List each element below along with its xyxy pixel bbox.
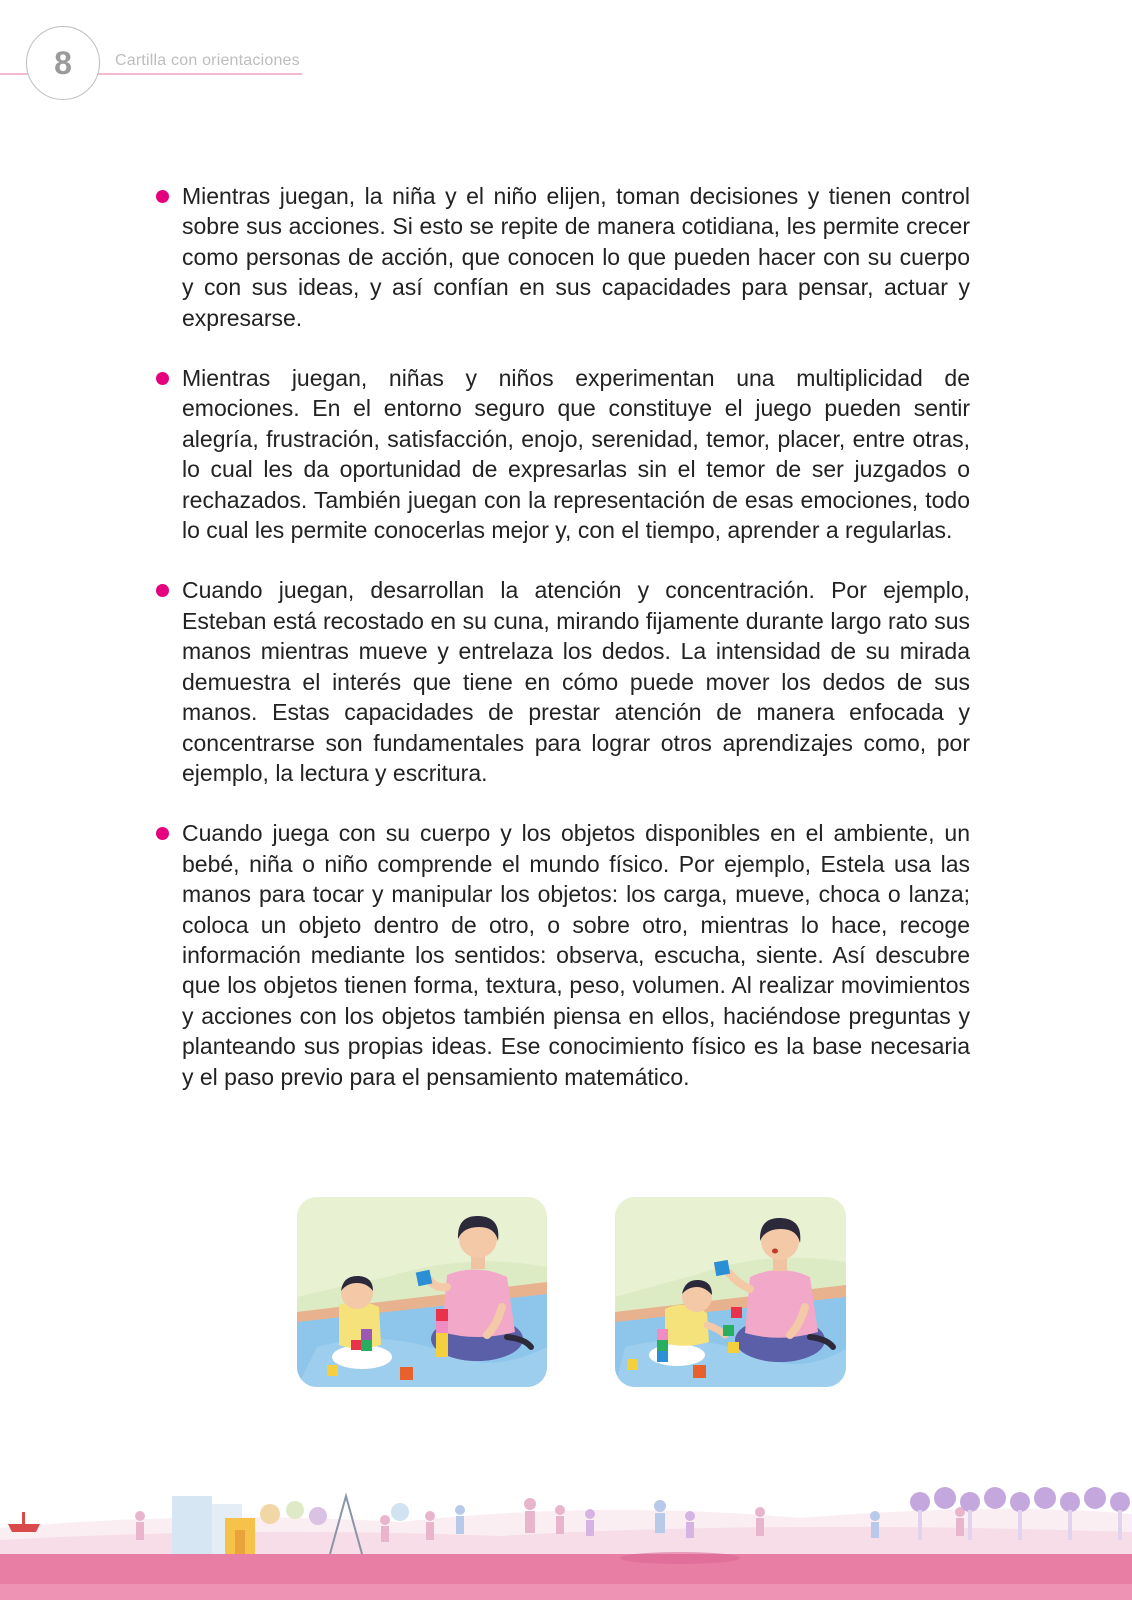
bullet-text: Cuando juega con su cuerpo y los objetos disponibles en el ambiente, un bebé, niña o niño comprende el mundo físico. Por ejemplo, Estela usa las manos para tocar y manipular los objetos: los carga, mueve, choca o lanza; coloca un objeto dentro de otro, o sobre otro, mientras lo hace, recoge información mediante los sentidos: observa, escucha, siente. Así descubre que los objetos tienen forma, textura, peso, volumen. Al realizar movimientos y acciones con los objetos también piensa en ellos, haciéndose preguntas y planteando sus propias ideas. Ese conocimiento físico es la base necesaria y el paso previo para el pensamiento matemático. <box>182 820 970 1090</box>
bullet-dot-icon <box>156 827 169 840</box>
illustration-mother-baby-blocks-1 <box>297 1197 547 1387</box>
bullet-text: Cuando juegan, desarrollan la atención y concentración. Por ejemplo, Esteban está recostado en su cuna, mirando fijamente durante largo rato sus manos mientras mueve y entrelaza los dedos. La intensidad de su mirada demuestra el interés que tiene en cómo puede mover los dedos de sus manos. Estas capacidades de prestar atención de manera enfocada y concentrarse son fundamentales para lograr otros aprendizajes como, por ejemplo, la lectura y escritura. <box>182 577 970 786</box>
bullet-dot-icon <box>156 372 169 385</box>
bullet-item <box>152 575 970 788</box>
decorative-footer <box>0 1480 1132 1600</box>
bullet-item <box>152 818 970 1092</box>
page-number: 8 <box>26 26 100 100</box>
bullet-text: Mientras juegan, la niña y el niño elijen, toman decisiones y tienen control sobre sus acciones. Si esto se repite de manera cotidiana, les permite crecer como personas de acción, que conocen lo que pueden hacer con su cuerpo y con sus ideas, y así confían en sus capacidades para pensar, actuar y expresarse. <box>182 183 970 331</box>
bullet-list <box>152 181 970 1122</box>
bullet-dot-icon <box>156 584 169 597</box>
header-title: Cartilla con orientaciones <box>115 52 300 69</box>
bullet-item <box>152 363 970 545</box>
bullet-dot-icon <box>156 190 169 203</box>
bullet-item <box>152 181 970 333</box>
bullet-text: Mientras juegan, niñas y niños experimentan una multiplicidad de emociones. En el entorno seguro que constituye el juego pueden sentir alegría, frustración, satisfacción, enojo, serenidad, temor, placer, entre otras, lo cual les da oportunidad de expresarlas sin el temor de ser juzgados o rechazados. También juegan con la representación de esas emociones, todo lo cual les permite conocerlas mejor y, con el tiempo, aprender a regularlas. <box>182 365 970 544</box>
page-header <box>0 0 1132 110</box>
illustration-mother-baby-blocks-2 <box>615 1197 846 1387</box>
